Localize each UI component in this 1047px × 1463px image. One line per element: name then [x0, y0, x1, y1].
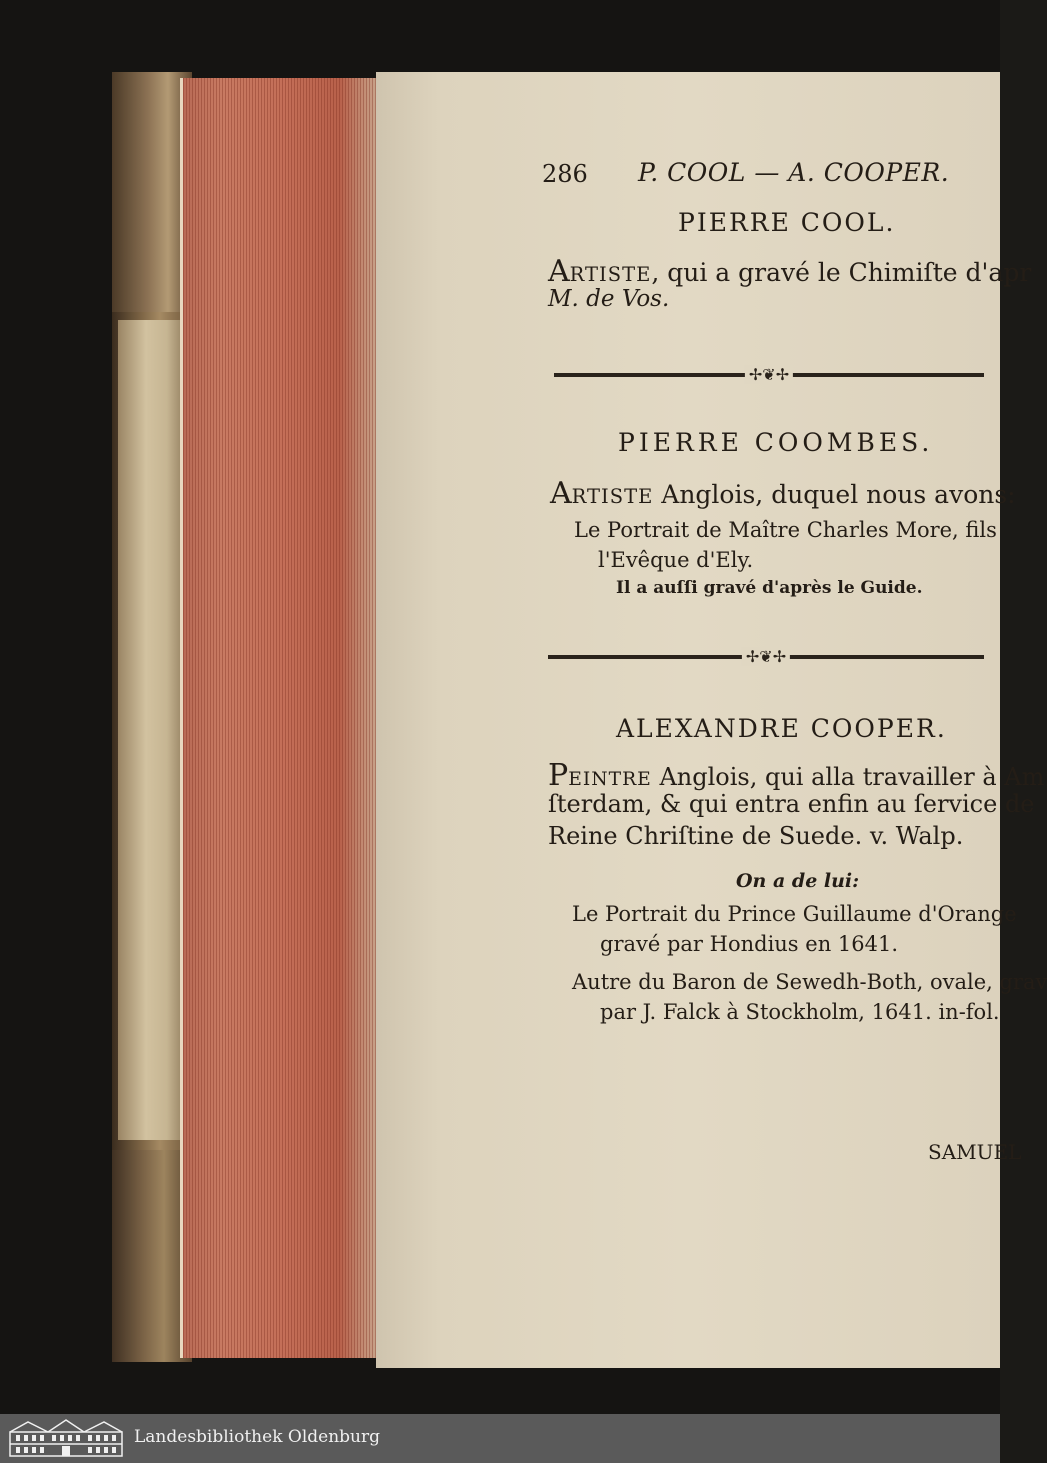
work-line: Autre du Baron de Sewedh-Both, ovale, grav — [572, 970, 1047, 994]
work-line: Le Portrait du Prince Guillaume d'Orange — [572, 902, 1017, 926]
work-line: gravé par Hondius en 1641. — [600, 932, 899, 956]
page-number: 286 — [542, 160, 588, 188]
work-line: Il a auſſi gravé d'après le Guide. — [616, 578, 923, 598]
entry-text: Anglois, qui alla travailler à Am — [651, 763, 1045, 791]
lead-initial: A — [548, 254, 570, 289]
work-line: Le Portrait de Maître Charles More, fils — [574, 518, 997, 542]
work-line: l'Evêque d'Ely. — [598, 548, 754, 572]
work-line: par J. Falck à Stockholm, 1641. in-fol. — [600, 1000, 1000, 1024]
entry-text-pierre-cool-line-1 — [548, 254, 1031, 289]
running-head-title: P. COOL — A. COOPER. — [638, 158, 950, 187]
ornamental-rule-2: ✢❦✢ — [548, 654, 984, 660]
entry-heading-pierre-cool: PIERRE COOL. — [678, 208, 896, 237]
entry-text-pierre-cool-line-2: M. de Vos. — [548, 286, 670, 312]
red-page-edges — [180, 78, 379, 1358]
entry-text-pierre-coombes-line-1 — [550, 476, 1016, 511]
lead-initial: P — [548, 758, 569, 793]
library-footer-bar — [0, 1414, 1000, 1463]
ornamental-rule-1: ✢❦✢ — [554, 372, 984, 378]
entry-text-alexandre-cooper-line-1 — [548, 758, 1044, 793]
library-building-logo — [8, 1418, 124, 1458]
entry-text-alexandre-cooper-line-2: ſterdam, & qui entra enfin au ſervice de — [548, 790, 1035, 818]
lead-word: RTISTE — [569, 263, 652, 286]
entry-text: , qui a gravé le Chimiſte d'apr — [651, 258, 1032, 287]
binding-spine-paper — [118, 320, 188, 1140]
entry-text: Anglois, duquel nous avons: — [653, 480, 1016, 509]
library-name[interactable]: Landesbibliothek Oldenburg — [134, 1427, 381, 1447]
lead-word: EINTRE — [568, 769, 652, 790]
entry-text-alexandre-cooper-line-3: Reine Chriſtine de Suede. v. Walp. — [548, 822, 964, 850]
entry-heading-pierre-coombes: PIERRE COOMBES. — [618, 428, 934, 457]
entry-subhead: On a de lui: — [736, 870, 860, 892]
catchword: SAMUEL — [928, 1140, 1022, 1164]
book-page — [376, 72, 1047, 1368]
lead-word: RTISTE — [571, 485, 654, 508]
entry-heading-alexandre-cooper: ALEXANDRE COOPER. — [616, 714, 947, 743]
lead-initial: A — [550, 476, 572, 511]
